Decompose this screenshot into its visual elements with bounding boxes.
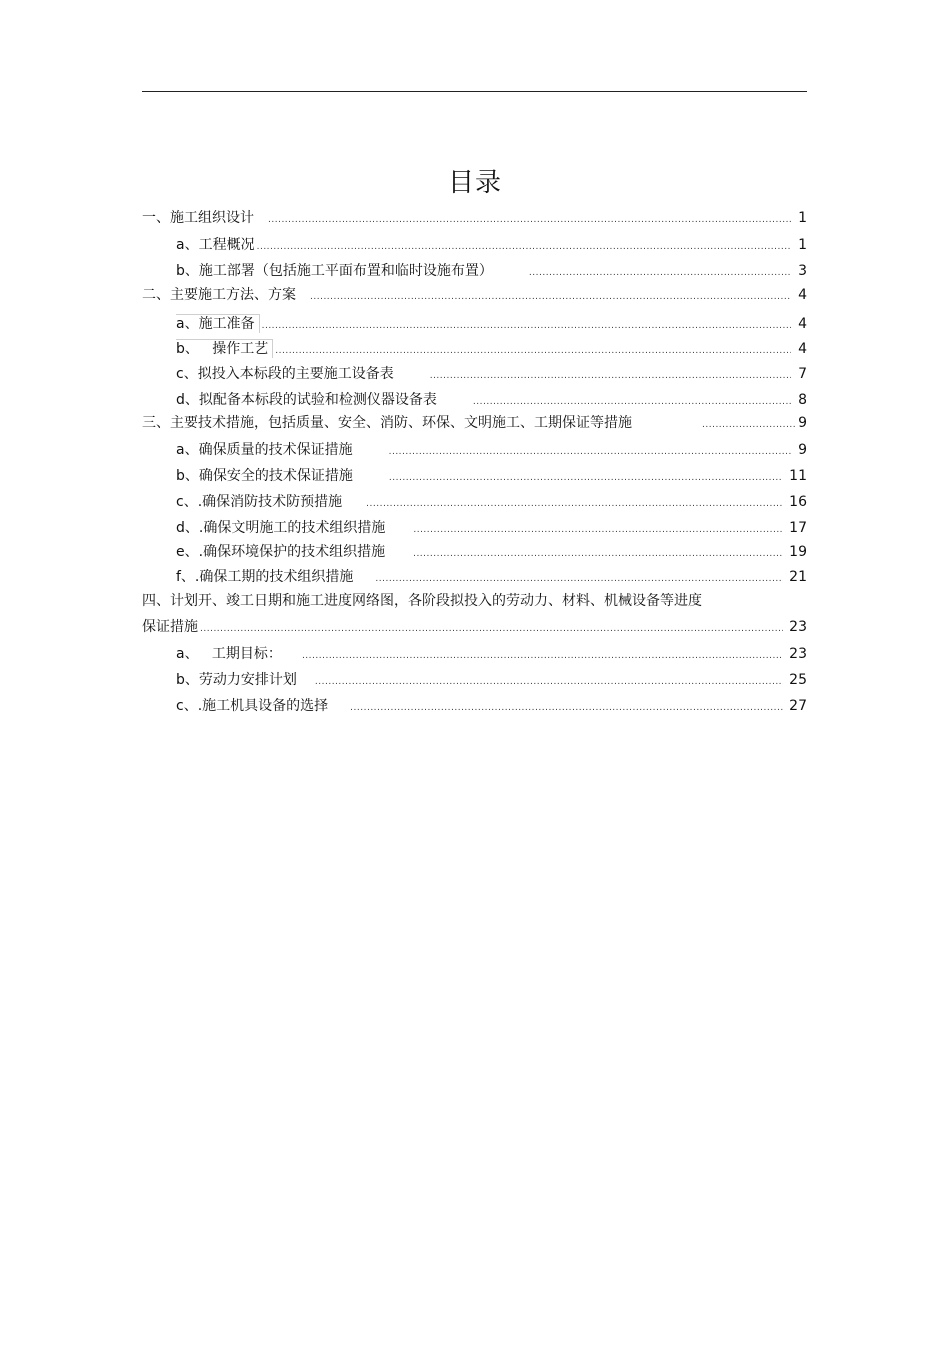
leader-dots <box>268 211 791 229</box>
leader-dots <box>302 647 783 665</box>
toc-entry-label: b、 操作工艺 <box>176 339 273 358</box>
toc-entry[interactable] <box>142 618 807 636</box>
toc-entry-label: d、拟配备本标段的试验和检测仪器设备表 <box>176 392 437 408</box>
toc-entry-page: 8 <box>798 392 807 408</box>
leader-dots <box>350 699 783 717</box>
toc-entry[interactable] <box>176 493 807 511</box>
toc-entry[interactable] <box>176 568 807 586</box>
toc-entry-label: b、施工部署（包括施工平面布置和临时设施布置） <box>176 263 493 279</box>
leader-dots <box>275 342 791 360</box>
leader-dots <box>375 570 783 588</box>
toc-entry-page: 23 <box>789 619 807 635</box>
toc-entry-label: d、.确保文明施工的技术组织措施 <box>176 520 386 536</box>
toc-entry-page: 11 <box>789 468 807 484</box>
toc-entry-label: a、 工期目标： <box>176 646 282 662</box>
leader-dots <box>702 416 797 434</box>
toc-entry-label: a、工程概况 <box>176 237 255 253</box>
leader-dots <box>389 443 791 461</box>
toc-entry[interactable] <box>176 697 807 715</box>
toc-entry-page: 1 <box>798 237 807 253</box>
toc-entry-label: 三、主要技术措施，包括质量、安全、消防、环保、文明施工、工期保证等措施 <box>142 415 632 431</box>
toc-entry[interactable] <box>176 314 807 332</box>
toc-entry-label: a、确保质量的技术保证措施 <box>176 442 353 458</box>
toc-entry-label: b、劳动力安排计划 <box>176 672 297 688</box>
toc-entry-label: c、.施工机具设备的选择 <box>176 698 329 714</box>
toc-entry-label: c、拟投入本标段的主要施工设备表 <box>176 366 394 382</box>
toc-entry-page: 7 <box>798 366 807 382</box>
toc-entry[interactable] <box>176 671 807 689</box>
toc-entry-label: c、.确保消防技术防预措施 <box>176 494 343 510</box>
toc-entry-page: 23 <box>789 646 807 662</box>
toc-entry-label-line1: 四、计划开、竣工日期和施工进度网络图，各阶段拟投入的劳动力、材料、机械设备等进度 <box>142 593 702 609</box>
toc-entry-page: 17 <box>789 520 807 536</box>
toc-entry[interactable] <box>176 543 807 561</box>
toc-entry[interactable] <box>142 209 807 227</box>
leader-dots <box>310 288 791 306</box>
toc-entry-page: 3 <box>798 263 807 279</box>
toc-entry[interactable] <box>176 262 807 280</box>
toc-entry-label: a、施工准备 <box>176 314 260 333</box>
toc-entry-label: 一、施工组织设计 <box>142 210 254 226</box>
toc-entry-label: f、.确保工期的技术组织措施 <box>176 569 354 585</box>
leader-dots <box>529 264 791 282</box>
toc-entry-page: 21 <box>789 569 807 585</box>
toc-entry-label: b、确保安全的技术保证措施 <box>176 468 353 484</box>
leader-dots <box>262 317 791 335</box>
toc-entry[interactable] <box>176 391 807 409</box>
leader-dots <box>473 393 791 411</box>
toc-entry[interactable] <box>176 365 807 383</box>
toc-entry-page: 4 <box>798 287 807 303</box>
toc-entry-page: 4 <box>798 316 807 332</box>
toc-entry-page: 16 <box>789 494 807 510</box>
toc-entry-page: 19 <box>789 544 807 560</box>
toc-entry-page: 1 <box>798 210 807 226</box>
leader-dots <box>413 545 783 563</box>
toc-entry-label-cont: 保证措施 <box>142 619 198 635</box>
leader-dots <box>200 620 783 638</box>
toc-entry[interactable] <box>176 519 807 537</box>
leader-dots <box>389 469 783 487</box>
header-rule <box>142 91 807 92</box>
toc-entry-page: 25 <box>789 672 807 688</box>
leader-dots <box>315 673 783 691</box>
leader-dots <box>366 495 783 513</box>
toc-entry[interactable] <box>176 441 807 459</box>
leader-dots <box>413 521 783 539</box>
toc-entry[interactable] <box>142 414 807 432</box>
toc-entry[interactable] <box>176 645 807 663</box>
leader-dots <box>430 367 791 385</box>
toc-entry-page: 27 <box>789 698 807 714</box>
toc-entry-page: 9 <box>798 442 807 458</box>
toc-entry-page: 9 <box>798 415 807 431</box>
toc-entry-page: 4 <box>798 341 807 357</box>
toc-entry[interactable] <box>176 467 807 485</box>
toc-title: 目录 <box>447 168 502 198</box>
toc-entry[interactable] <box>176 339 807 357</box>
toc-entry[interactable] <box>142 286 807 304</box>
toc-entry-label: e、.确保环境保护的技术组织措施 <box>176 544 386 560</box>
toc-entry-label: 二、主要施工方法、方案 <box>142 287 296 303</box>
leader-dots <box>257 238 791 256</box>
toc-entry[interactable] <box>176 236 807 254</box>
